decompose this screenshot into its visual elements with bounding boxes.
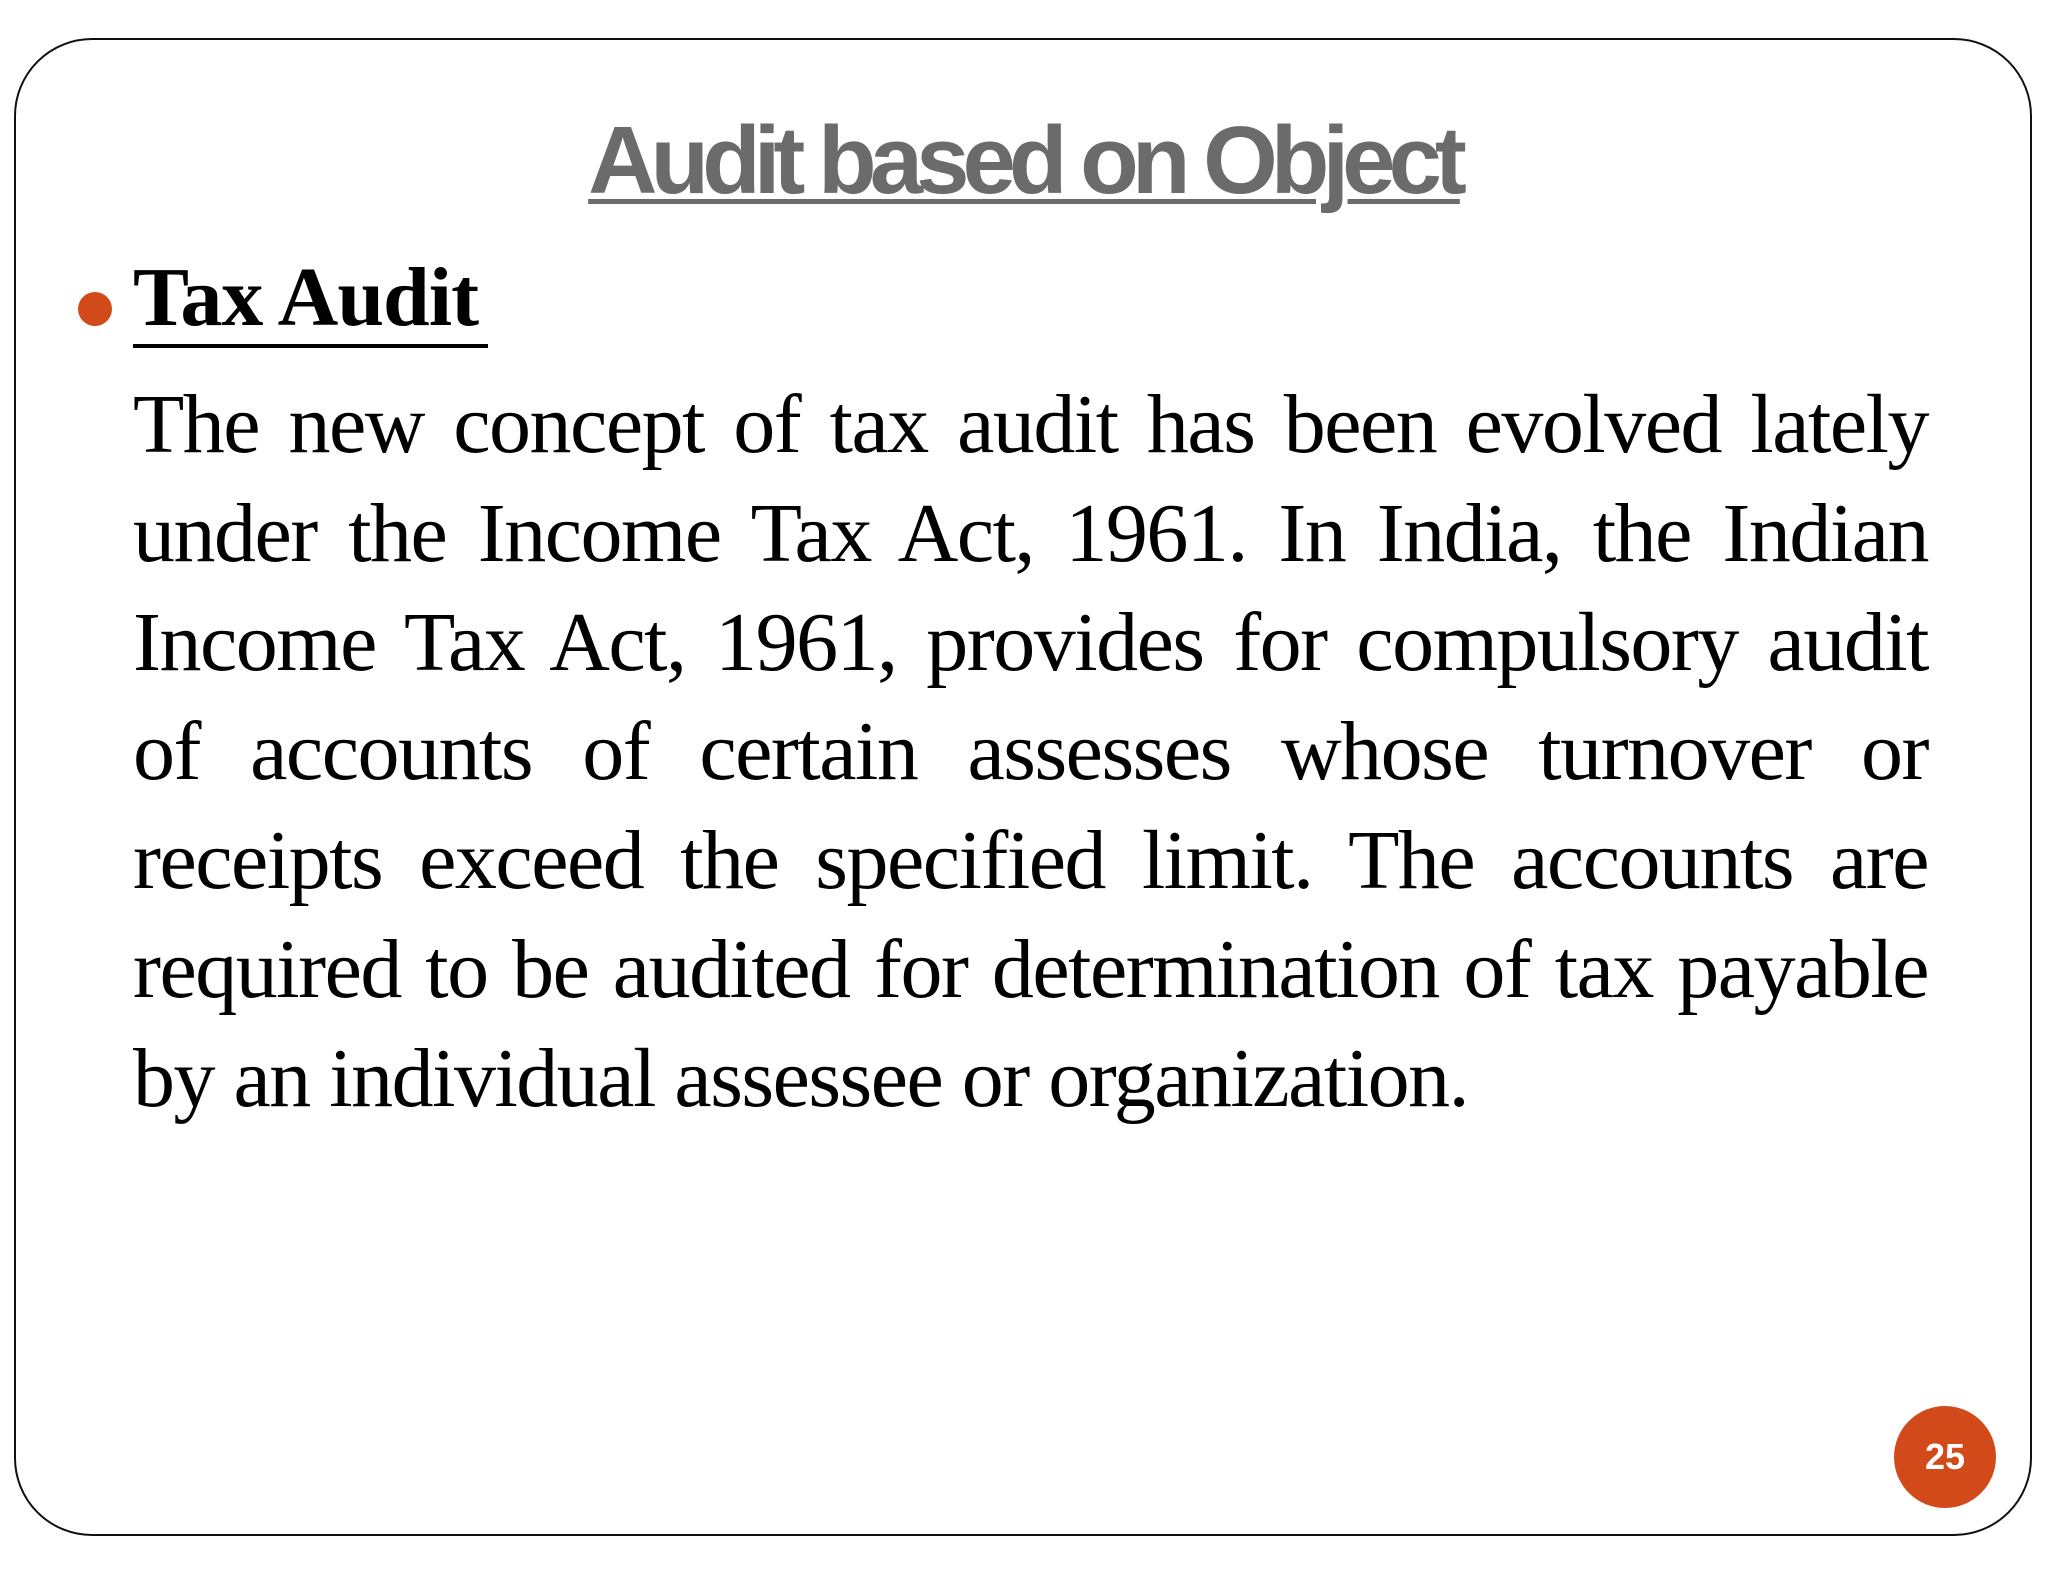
section-body: The new concept of tax audit has been evolved lately under the Income Tax Act, 1961. In India, the Indian Income Tax Act, 1961, provides for compulsory audit of accounts of certain assesses whose turnover or receipts exceed the specified limit. The accounts are required to be audited for determination of tax payable by an individual assessee or organization.	[133, 378, 1928, 1125]
section-heading: Tax Audit	[133, 252, 488, 348]
page-number-badge: 25	[1894, 1406, 1996, 1508]
slide-title: Audit based on Object	[588, 107, 1460, 214]
bullet-icon	[78, 292, 112, 326]
